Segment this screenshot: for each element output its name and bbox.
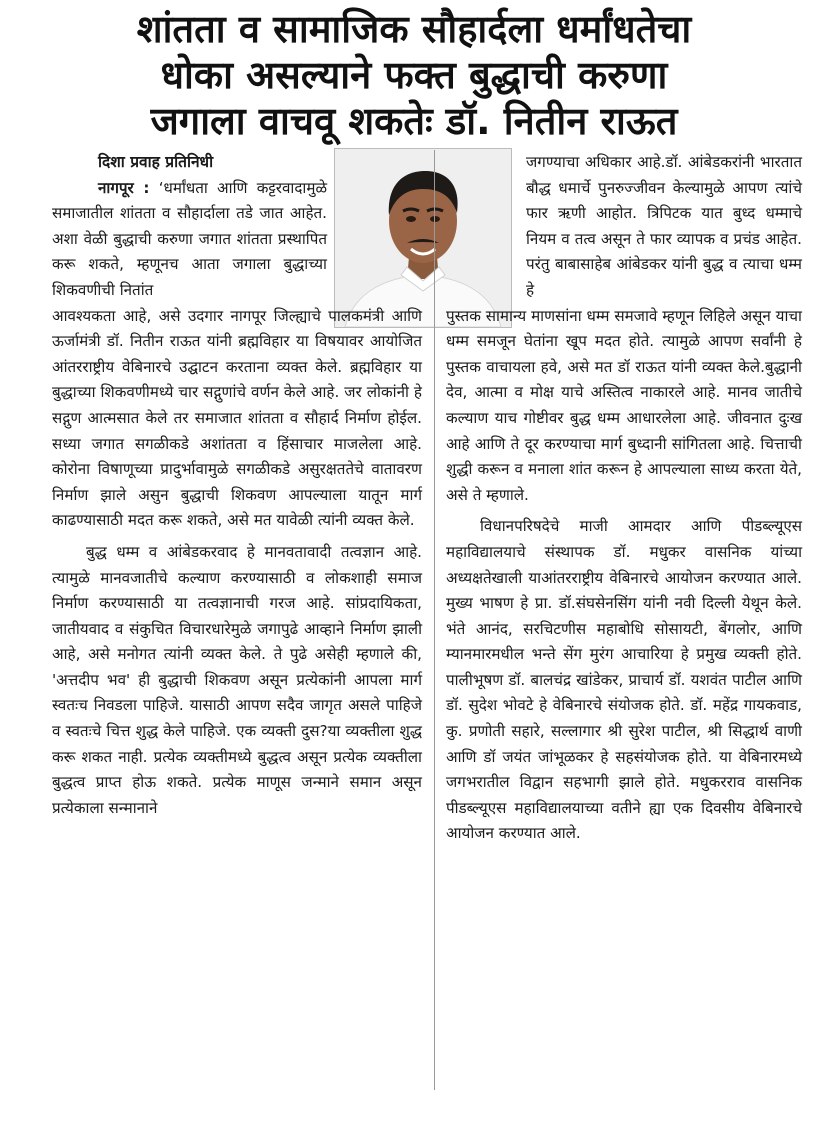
headline	[20, 6, 808, 144]
headline-line-1: शांतता व सामाजिक सौहार्दला धर्मांधतेचा	[136, 7, 692, 51]
column-divider	[434, 150, 435, 1090]
next-headline-fragment	[340, 1118, 740, 1135]
byline: दिशा प्रवाह प्रतिनिधी	[98, 153, 214, 171]
right-paragraph-1-wrap: जगण्याचा अधिकार आहे.डॉ. आंबेडकरांनी भारतात बौद्ध धमार्चे पुनरुज्जीवन केल्यामुळे आपण त्यांचे फार ऋणी आहोत. त्रिपिटक यात बुध्द धम्माचे नियम व तत्व असून ते फार व्यापक व प्रचंड आहेत. परंतु बाबासाहेब आंबेडकर यांनी बुद्ध व त्याचा धम्म हे	[526, 153, 802, 299]
lead-paragraph-rest: आवश्यकता आहे, असे उदगार नागपूर जिल्ह्याचे पालकमंत्री आणि ऊर्जामंत्री डॉ. नितीन राऊत यांनी ब्रह्मविहार या विषयावर आयोजित आंतरराष्ट्रीय वेबिनारचे उद्घाटन करताना व्यक्त केले. ब्रह्मविहार या बुद्धाच्या शिकवणीमध्ये चार सद्गुणांचे वर्णन केले आहे. जर लोकांनी हे सद्गुण आत्मसात केले तर समाजात शांतता व सौहार्द निर्माण होईल. सध्या जगात सगळीकडे अशांतता व हिंसाचार माजलेला आहे. कोरोना विषाणूच्या प्रादुर्भावामुळे सगळीकडे असुरक्षततेचे वातावरण निर्माण झाले असुन बुद्धाची शिकवण आपल्याला यातून मार्ग काढण्यासाठी मदत करू शकते, असे मत यावेळी त्यांनी व्यक्त केले.	[52, 306, 422, 530]
dateline: नागपूर :	[98, 178, 150, 197]
lead-paragraph-text: ‘धर्मांधता आणि कट्टरवादामुळे समाजातील शांतता व सौहार्दाला तडे जात आहेत. अशा वेळी बुद्धाची करुणा जगात शांतता प्रस्थापित करू शकते, म्हणूनच आता जगाला बुद्धाच्या शिकवणीची नितांत	[52, 178, 327, 299]
lead-paragraph-wrap	[52, 176, 422, 304]
right-paragraph-1-rest: पुस्तक सामान्य माणसांना धम्म समजावे म्हणून लिहिले असून याचा धम्म समजून घेतांना खूप मदत होते. त्यामुळे आपण सर्वांनी हे पुस्तक वाचायला हवे, असे मत डॉ राऊत यांनी व्यक्त केले.बुद्धानी देव, आत्मा व मोक्ष याचे अस्तित्व नाकारले आहे. मानव जातीचे कल्याण याच गोष्टीवर बुद्ध धम्म आधारलेला आहे. जीवनात दुःख आहे आणि ते दूर करण्याचा मार्ग बुध्दानी सांगितला आहे. चित्ताची शुद्धी करून व मनाला शांत करून हे आपल्याला साध्य करता येते, असे ते म्हणाले.	[446, 306, 802, 504]
paragraph-2: बुद्ध धम्म व आंबेडकरवाद हे मानवतावादी तत्वज्ञान आहे. त्यामुळे मानवजातीचे कल्याण करण्यासाठी व लोकशाही समाज निर्माण करण्यासाठी या तत्वज्ञानाची गरज आहे. सांप्रदायिकता, जातीयवाद व संकुचित विचारधारेमुळे जगापुढे आव्हाने निर्माण झाली आहे, असे मनोगत त्यांनी व्यक्त केले. ते पुढे असेही म्हणाले की, 'अत्तदीप भव' ही बुद्धाची शिकवण असून प्रत्येकांनी आपला मार्ग स्वतःच निवडला पाहिजे. यासाठी आपण सदैव जागृत असले पाहिजे व स्वतःचे चित्त शुद्ध केले पाहिजे. एक व्यक्ती दुस?या व्यक्तीला शुद्ध करू शकत नाही. प्रत्येक व्यक्तीमध्ये बुद्धत्व असून प्रत्येक व्यक्तीला बुद्धत्व प्राप्त होऊ शकते. प्रत्येक माणूस जन्माने समान असून प्रत्येकाला सन्मानाने	[52, 542, 422, 817]
headline-line-3: जगाला वाचवू शकतेः डॉ. नितीन राऊत	[150, 99, 678, 143]
right-paragraph-2: विधानपरिषदेचे माजी आमदार आणि पीडब्ल्यूएस महाविद्यालयाचे संस्थापक डॉ. मधुकर वासनिक यांच्या अध्यक्षतेखाली याआंतरराष्ट्रीय वेबिनारचे आयोजन करण्यात आले. मुख्य भाषण हे प्रा. डॉ.संघसेनसिंग यांनी नवी दिल्ली येथून केले. भंते आनंद, सरचिटणीस महाबोधि सोसायटी, बेंगलोर, आणि म्यानमारमधील भन्ते सेंग मुरंग आचारिया हे प्रमुख व्यक्ती होते. पालीभूषण डॉ. बालचंद्र खांडेकर, प्राचार्य डॉ. यशवंत पाटील आणि डॉ. सुदेश भोवटे हे वेबिनारचे संयोजक होते. डॉ. महेंद्र गायकवाड, कु. प्रणोती सहारे, सल्लागार श्री सुरेश पाटील, श्री सिद्धार्थ वाणी आणि डॉ जयंत जांभूळकर हे सहसंयोजक होते. या वेबिनारमध्ये जगभरातील विद्वान सहभागी झाले होते. मधुकरराव वासनिक पीडब्ल्यूएस महाविद्यालयाच्या वतीने ह्या एक दिवसीय वेबिनारचे आयोजन करण्यात आले.	[446, 517, 802, 843]
article-column-right	[446, 150, 802, 847]
article-column-left	[52, 150, 422, 821]
headline-line-2: धोका असल्याने फक्त बुद्धाची करुणा	[160, 53, 668, 97]
